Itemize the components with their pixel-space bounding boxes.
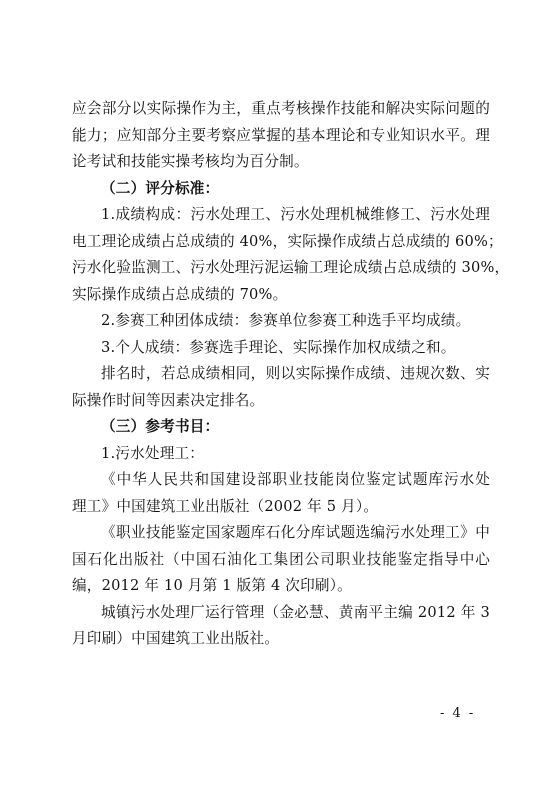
text-line: 月印刷）中国建筑工业出版社。: [72, 630, 280, 647]
page-number: - 4 -: [440, 706, 476, 721]
text-line: 编，2012 年 10 月第 1 版第 4 次印刷）。: [72, 577, 352, 594]
paragraph-reference-3: [72, 600, 490, 653]
paragraph-score-composition: [72, 202, 510, 308]
page-body: [72, 96, 510, 653]
paragraph-reference-2: [72, 520, 490, 600]
text-line: 1.污水处理工：: [101, 444, 205, 462]
paragraph-individual-score: [72, 335, 490, 362]
text-line: 应会部分以实际操作为主，重点考核操作技能和解决实际问题的: [72, 100, 490, 117]
paragraph-team-score: [72, 308, 490, 335]
text-line: 2.参赛工种团体成绩：参赛单位参赛工种选手平均成绩。: [101, 312, 471, 329]
text-line: 论考试和技能实操考核均为百分制。: [72, 153, 309, 170]
text-line: 3.个人成绩：参赛选手理论、实际操作加权成绩之和。: [101, 338, 456, 356]
text-line: 排名时，若总成绩相同，则以实际操作成绩、违规次数、实: [101, 365, 490, 382]
text-line: 实际操作成绩占总成绩的 70%。: [72, 285, 288, 303]
text-line: 能力；应知部分主要考察应掌握的基本理论和专业知识水平。理: [72, 126, 490, 144]
text-line: 《职业技能鉴定国家题库石化分库试题选编污水处理工》中: [101, 524, 490, 541]
text-line: 污水化验监测工、污水处理污泥运输工理论成绩占总成绩的 30%，: [72, 259, 510, 276]
text-line: 理工》中国建筑工业出版社（2002 年 5 月）。: [72, 497, 379, 515]
paragraph-assessment-method: [72, 96, 490, 176]
paragraph-reference-1: [72, 467, 490, 520]
paragraph-ranking-rule: [72, 361, 490, 414]
text-line: 际操作时间等因素决定排名。: [72, 391, 265, 409]
heading-text: （三）参考书目：: [101, 418, 220, 435]
paragraph-sewage-worker-label: [72, 441, 490, 468]
text-line: 《中华人民共和国建设部职业技能岗位鉴定试题库污水处: [101, 471, 490, 488]
heading-text: （二）评分标准：: [101, 179, 220, 197]
text-line: 1.成绩构成：污水处理工、污水处理机械维修工、污水处理: [101, 206, 490, 223]
section-heading-reference-books: [72, 414, 490, 441]
text-line: 城镇污水处理厂运行管理（金必慧、黄南平主编 2012 年 3: [101, 603, 490, 621]
section-heading-scoring-criteria: [72, 176, 490, 203]
text-line: 电工理论成绩占总成绩的 40%，实际操作成绩占总成绩的 60%；: [72, 232, 503, 250]
text-line: 国石化出版社（中国石油化工集团公司职业技能鉴定指导中心: [72, 550, 490, 568]
